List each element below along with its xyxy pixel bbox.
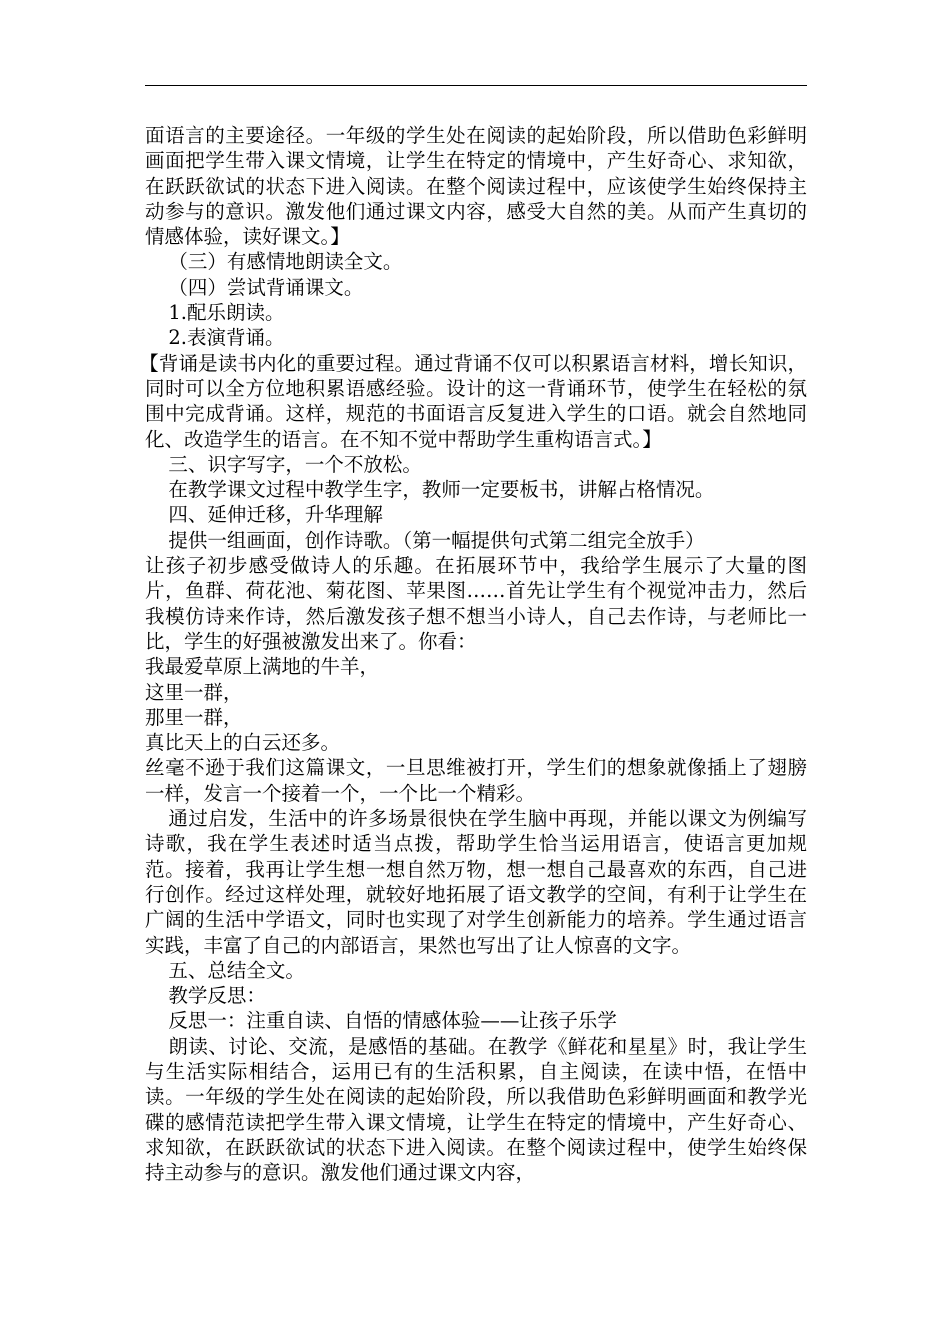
paragraph: 让孩子初步感受做诗人的乐趣。在拓展环节中，我给学生展示了大量的图片，鱼群、荷花池、菊花图、苹果图……首先让学生有个视觉冲击力，然后我模仿诗来作诗，然后激发孩子想不想当小诗人，自己去作诗，与老师比一比，学生的好强被激发出来了。你看： — [145, 554, 807, 653]
paragraph: 在教学课文过程中教学生字，教师一定要板书，讲解占格情况。 — [168, 478, 715, 502]
paragraph: 朗读、讨论、交流，是感悟的基础。在教学《鲜花和星星》时，我让学生与生活实际相结合，运用已有的生活积累，自主阅读，在读中悟，在悟中读。一年级的学生处在阅读的起始阶段，所以我借助色彩鲜明画面和教学光碟的感情范读把学生带入课文情境，让学生在特定的情境中，产生好奇心、求知欲，在跃跃欲试的状态下进入阅读。在整个阅读过程中，使学生始终保持主动参与的意识。激发他们通过课文内容， — [145, 1034, 807, 1185]
paragraph: 1.配乐朗读。 — [168, 301, 285, 325]
poem-line: 那里一群， — [145, 705, 243, 729]
section-heading: 教学反思： — [168, 984, 266, 1008]
paragraph: （三）有感情地朗读全文。 — [168, 250, 403, 274]
section-heading: 反思一：注重自读、自悟的情感体验——让孩子乐学 — [168, 1009, 617, 1033]
poem-line: 我最爱草原上满地的牛羊， — [145, 655, 380, 679]
paragraph: 丝毫不逊于我们这篇课文，一旦思维被打开，学生们的想象就像插上了翅膀一样，发言一个接着一个，一个比一个精彩。 — [145, 756, 807, 805]
paragraph: 【背诵是读书内化的重要过程。通过背诵不仅可以积累语言材料，增长知识，同时可以全方位地积累语感经验。设计的这一背诵环节，使学生在轻松的氛围中完成背诵。这样，规范的书面语言反复进入学生的口语。就会自然地同化、改造学生的语言。在不知不觉中帮助学生重构语言式。】 — [139, 351, 807, 451]
paragraph: 面语言的主要途径。一年级的学生处在阅读的起始阶段，所以借助色彩鲜明画面把学生带入课文情境，让学生在特定的情境中，产生好奇心、求知欲，在跃跃欲试的状态下进入阅读。在整个阅读过程中，应该使学生始终保持主动参与的意识。激发他们通过课文内容，感受大自然的美。从而产生真切的情感体验，读好课文。】 — [145, 124, 807, 249]
section-heading: 四、延伸迁移，升华理解 — [168, 503, 383, 527]
paragraph: 2.表演背诵。 — [168, 326, 285, 350]
poem-line: 这里一群， — [145, 680, 243, 704]
poem-line: 真比天上的白云还多。 — [145, 731, 341, 755]
document-body — [139, 123, 807, 1185]
paragraph: 提供一组画面，创作诗歌。（第一幅提供句式第二组完全放手） — [168, 528, 705, 552]
paragraph: 通过启发，生活中的许多场景很快在学生脑中再现，并能以课文为例编写诗歌，我在学生表述时适当点拨，帮助学生恰当运用语言，使语言更加规范。接着，我再让学生想一想自然万物，想一想自己最喜欢的东西，自己进行创作。经过这样处理，就较好地拓展了语文教学的空间，有利于让学生在广阔的生活中学语文，同时也实现了对学生创新能力的培养。学生通过语言实践，丰富了自己的内部语言，果然也写出了让人惊喜的文字。 — [145, 807, 807, 957]
paragraph: （四）尝试背诵课文。 — [168, 275, 364, 299]
section-heading: 三、识字写字，一个不放松。 — [168, 452, 422, 476]
section-heading: 五、总结全文。 — [168, 958, 305, 982]
header-rule — [145, 85, 807, 86]
